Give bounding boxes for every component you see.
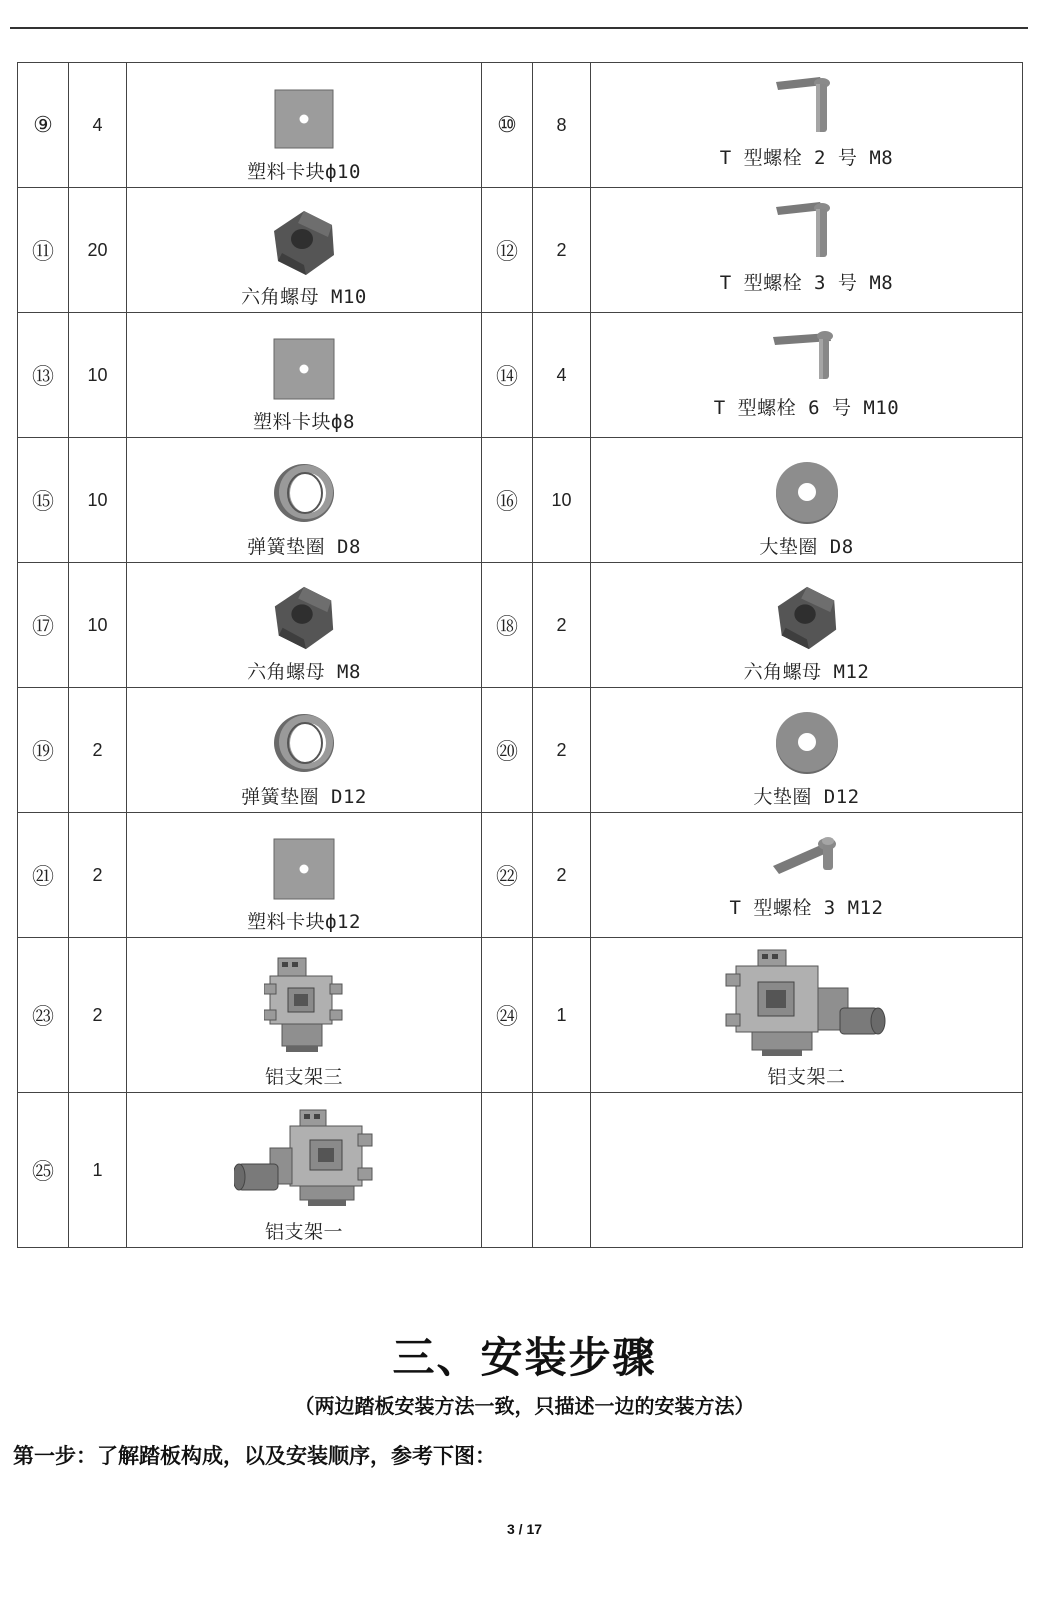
part-cell bbox=[127, 1093, 482, 1248]
hex-nut-icon bbox=[772, 583, 842, 653]
part-number: ㉒ bbox=[482, 813, 533, 938]
part-number bbox=[482, 1093, 533, 1248]
table-row bbox=[18, 438, 1023, 563]
t-bolt-icon bbox=[772, 199, 842, 261]
table-row bbox=[18, 563, 1023, 688]
part-number: ⑯ bbox=[482, 438, 533, 563]
part-name: 大垫圈 D8 bbox=[759, 536, 854, 558]
part-name: 六角螺母 M12 bbox=[743, 661, 870, 683]
aluminum-bracket-icon bbox=[264, 954, 344, 1054]
part-name: 六角螺母 M8 bbox=[247, 661, 361, 683]
part-number: ⑮ bbox=[18, 438, 69, 563]
part-cell bbox=[127, 813, 482, 938]
plastic-clip-icon bbox=[269, 84, 339, 154]
table-row bbox=[18, 188, 1023, 313]
part-name: 六角螺母 M10 bbox=[241, 286, 367, 308]
part-name: 弹簧垫圈 D12 bbox=[241, 786, 367, 808]
part-quantity: 2 bbox=[533, 563, 591, 688]
part-number: ⑭ bbox=[482, 313, 533, 438]
part-quantity bbox=[533, 1093, 591, 1248]
part-name: T 型螺栓 3 M12 bbox=[729, 897, 884, 919]
part-number: ⑪ bbox=[18, 188, 69, 313]
part-cell bbox=[591, 563, 1023, 688]
table-row bbox=[18, 938, 1023, 1093]
part-cell bbox=[591, 188, 1023, 313]
part-quantity: 2 bbox=[69, 688, 127, 813]
part-number: ⑨ bbox=[18, 63, 69, 188]
part-quantity: 4 bbox=[69, 63, 127, 188]
spring-washer-icon bbox=[268, 710, 340, 776]
table-row bbox=[18, 1093, 1023, 1248]
part-cell bbox=[127, 63, 482, 188]
part-name: 铝支架一 bbox=[264, 1221, 343, 1243]
part-quantity: 2 bbox=[533, 188, 591, 313]
part-number: ㉕ bbox=[18, 1093, 69, 1248]
part-number: ㉔ bbox=[482, 938, 533, 1093]
part-quantity: 1 bbox=[69, 1093, 127, 1248]
section-subtitle: （两边踏板安装方法一致，只描述一边的安装方法） bbox=[294, 1394, 755, 1418]
part-cell bbox=[591, 63, 1023, 188]
part-cell bbox=[591, 313, 1023, 438]
table-row bbox=[18, 688, 1023, 813]
part-cell bbox=[127, 313, 482, 438]
part-cell bbox=[591, 938, 1023, 1093]
spring-washer-icon bbox=[268, 460, 340, 526]
header-rule bbox=[10, 27, 1028, 29]
part-number: ㉑ bbox=[18, 813, 69, 938]
part-cell bbox=[127, 688, 482, 813]
part-cell bbox=[127, 188, 482, 313]
part-quantity: 8 bbox=[533, 63, 591, 188]
part-quantity: 2 bbox=[69, 938, 127, 1093]
t-bolt-icon bbox=[769, 327, 845, 383]
table-row bbox=[18, 813, 1023, 938]
part-cell bbox=[127, 938, 482, 1093]
hex-nut-icon bbox=[269, 583, 339, 653]
t-bolt-icon bbox=[772, 74, 842, 136]
aluminum-bracket-motor-icon bbox=[722, 948, 892, 1058]
part-name: 塑料卡块ф8 bbox=[253, 411, 355, 433]
part-name: 塑料卡块ф10 bbox=[247, 161, 361, 183]
part-name: 铝支架二 bbox=[767, 1066, 846, 1088]
part-quantity: 4 bbox=[533, 313, 591, 438]
parts-table bbox=[17, 62, 1023, 1248]
part-name: 铝支架三 bbox=[264, 1066, 343, 1088]
part-name: 塑料卡块ф12 bbox=[247, 911, 361, 933]
part-quantity: 20 bbox=[69, 188, 127, 313]
part-name: 大垫圈 D12 bbox=[753, 786, 860, 808]
part-name: T 型螺栓 3 号 M8 bbox=[719, 272, 894, 294]
part-quantity: 1 bbox=[533, 938, 591, 1093]
part-quantity: 10 bbox=[69, 563, 127, 688]
flat-washer-icon bbox=[772, 710, 842, 776]
table-row bbox=[18, 63, 1023, 188]
part-quantity: 10 bbox=[533, 438, 591, 563]
plastic-clip-icon bbox=[269, 334, 339, 404]
part-name: 弹簧垫圈 D8 bbox=[247, 536, 361, 558]
part-number: ⑱ bbox=[482, 563, 533, 688]
part-quantity: 10 bbox=[69, 313, 127, 438]
part-quantity: 2 bbox=[533, 813, 591, 938]
empty-cell bbox=[591, 1093, 1023, 1248]
section-title: 三、安装步骤 bbox=[392, 1333, 657, 1382]
part-cell bbox=[127, 438, 482, 563]
part-cell bbox=[591, 438, 1023, 563]
table-row bbox=[18, 313, 1023, 438]
part-name: T 型螺栓 2 号 M8 bbox=[719, 147, 894, 169]
t-bolt-angled-icon bbox=[767, 830, 847, 880]
flat-washer-icon bbox=[772, 460, 842, 526]
hex-nut-icon bbox=[268, 207, 340, 279]
aluminum-bracket-motor-icon bbox=[234, 1108, 374, 1208]
part-quantity: 10 bbox=[69, 438, 127, 563]
part-cell bbox=[591, 813, 1023, 938]
part-name: T 型螺栓 6 号 M10 bbox=[713, 397, 900, 419]
plastic-clip-icon bbox=[269, 834, 339, 904]
part-number: ⑬ bbox=[18, 313, 69, 438]
part-cell bbox=[591, 688, 1023, 813]
step-heading: 第一步：了解踏板构成，以及安装顺序，参考下图： bbox=[13, 1444, 496, 1468]
part-number: ㉓ bbox=[18, 938, 69, 1093]
part-number: ⑰ bbox=[18, 563, 69, 688]
part-quantity: 2 bbox=[533, 688, 591, 813]
part-cell bbox=[127, 563, 482, 688]
page-number: 3 / 17 bbox=[506, 1521, 543, 1537]
part-quantity: 2 bbox=[69, 813, 127, 938]
part-number: ⑲ bbox=[18, 688, 69, 813]
part-number: ⑳ bbox=[482, 688, 533, 813]
part-number: ⑫ bbox=[482, 188, 533, 313]
part-number: ⑩ bbox=[482, 63, 533, 188]
